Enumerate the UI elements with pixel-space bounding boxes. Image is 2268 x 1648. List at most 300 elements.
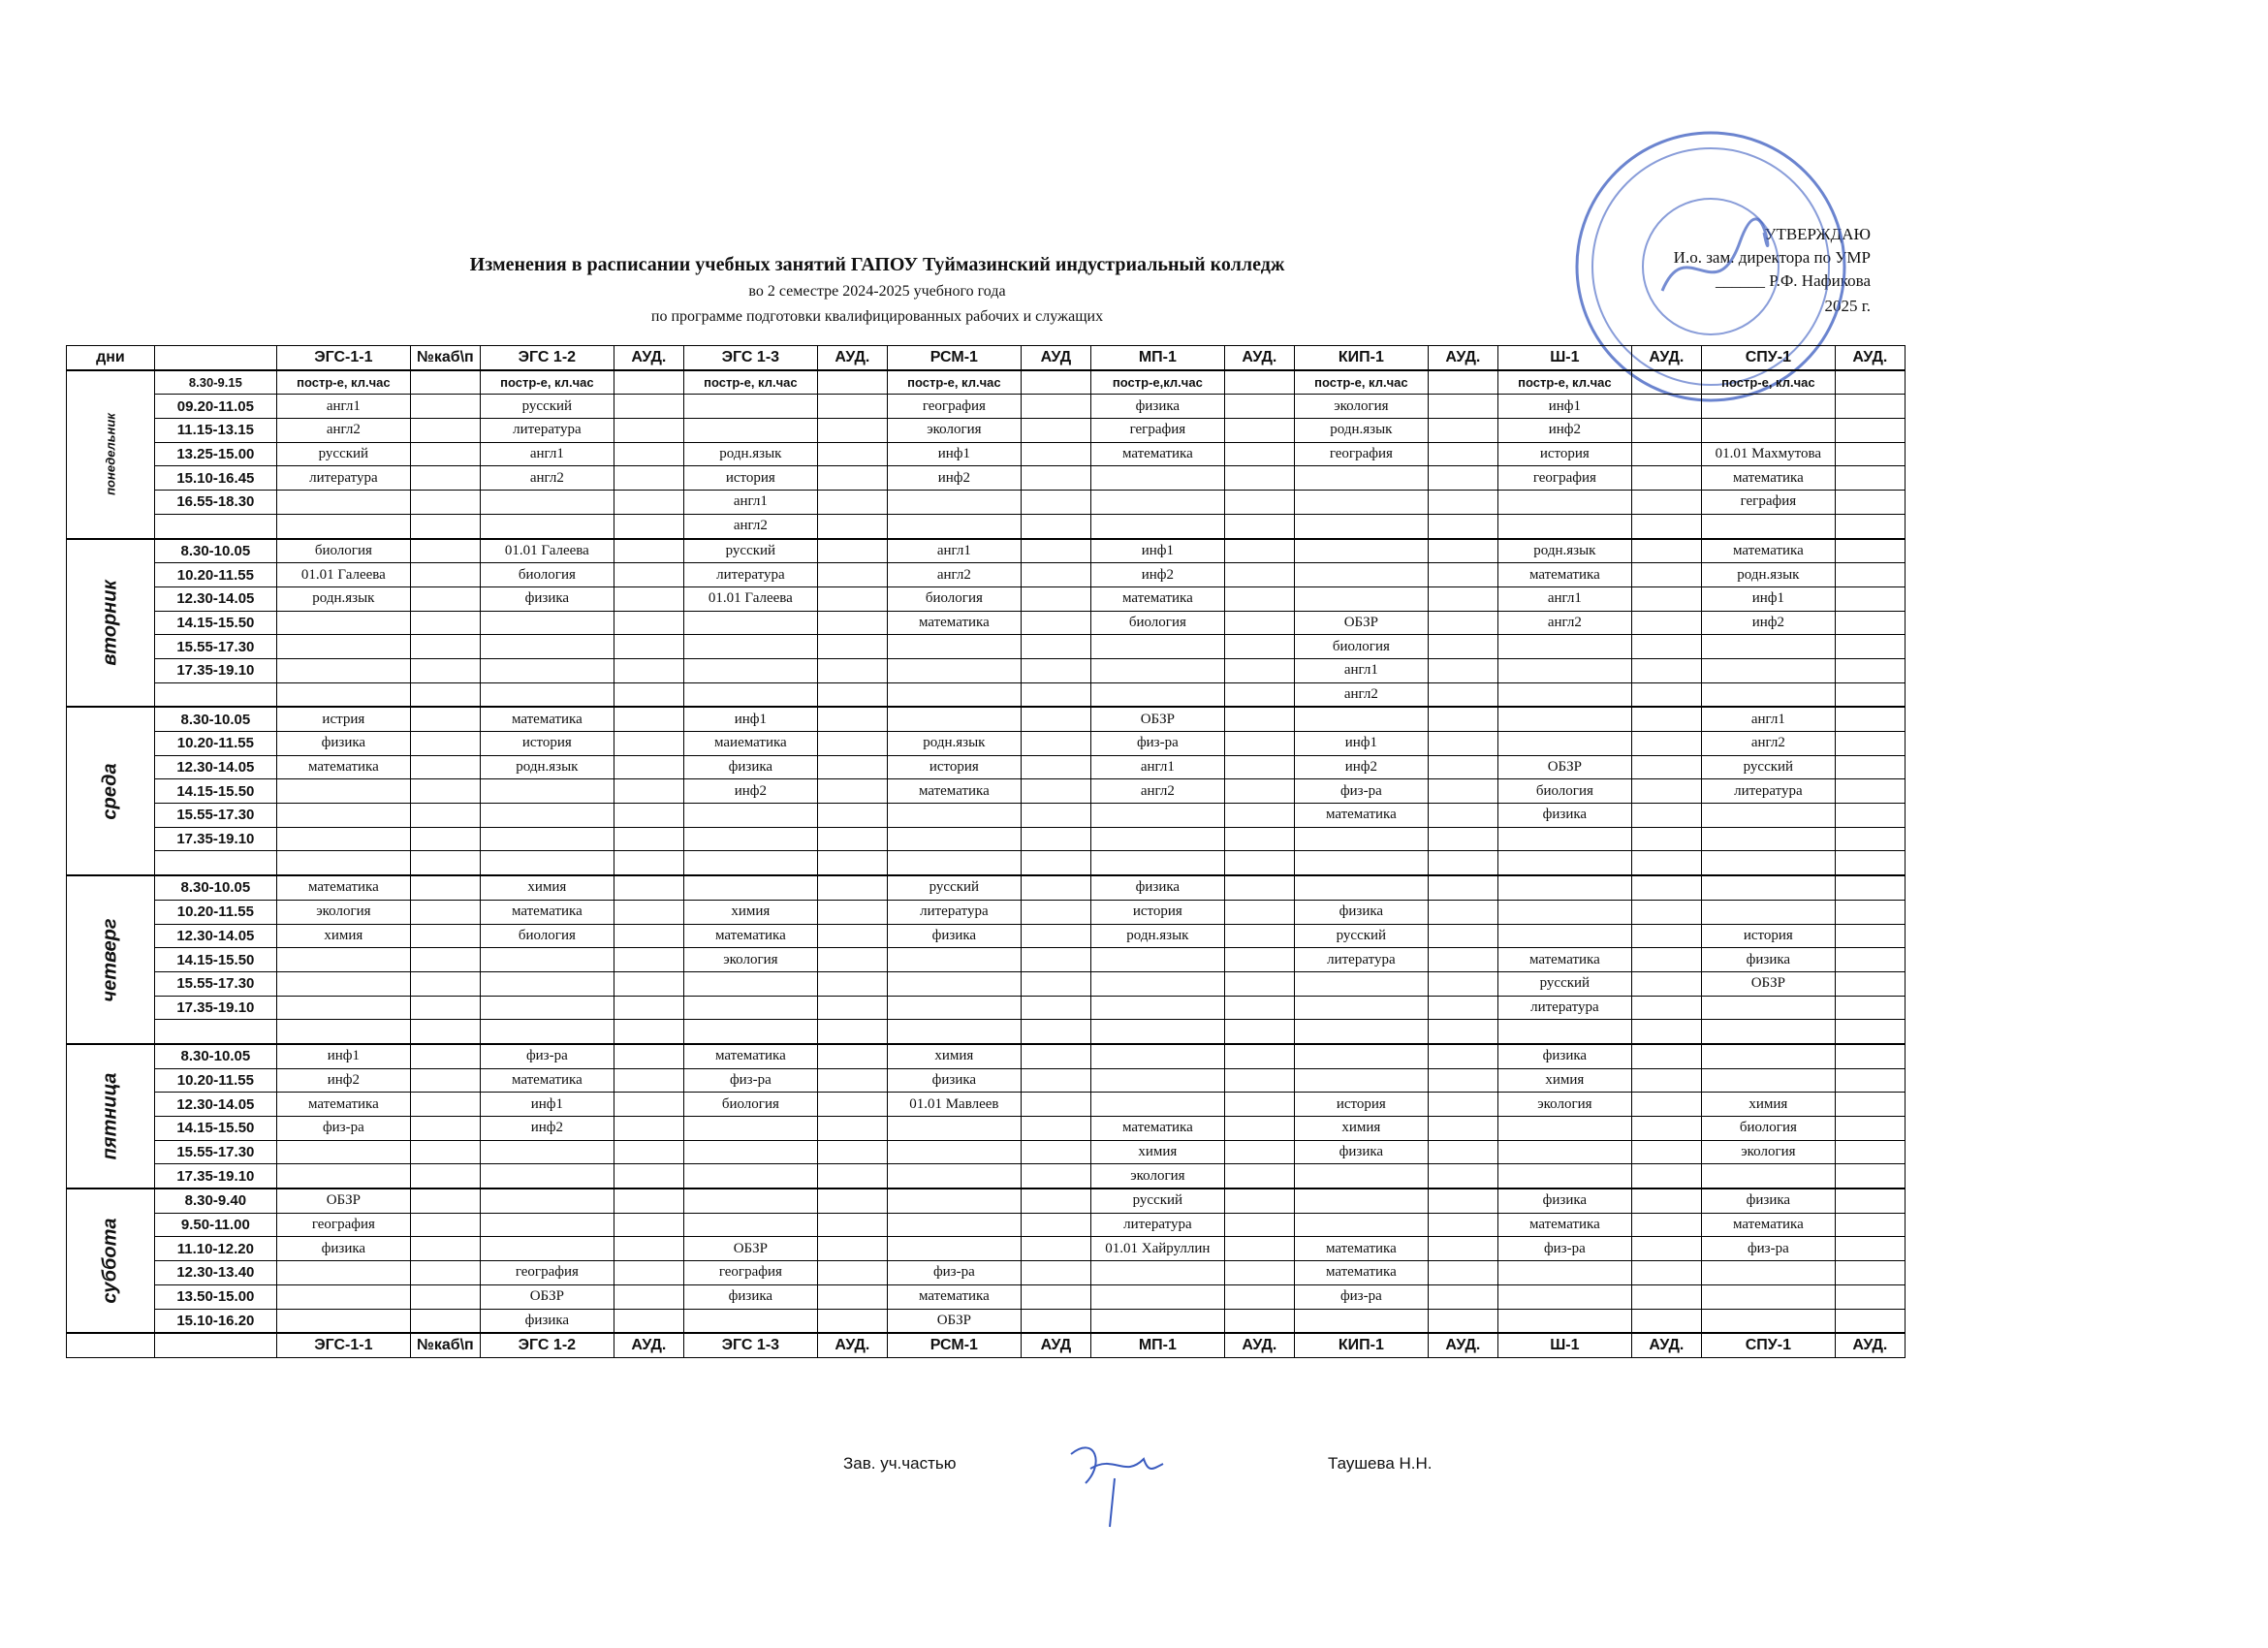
schedule-cell xyxy=(1224,996,1294,1020)
schedule-cell xyxy=(410,395,480,419)
schedule-cell xyxy=(1090,658,1224,682)
schedule-cell xyxy=(1428,900,1497,924)
schedule-cell: математика xyxy=(276,1093,410,1117)
table-row xyxy=(67,419,1906,443)
schedule-cell xyxy=(614,732,683,756)
column-footer: АУД. xyxy=(614,1333,683,1357)
schedule-cell xyxy=(1224,514,1294,538)
schedule-cell xyxy=(1021,682,1090,707)
schedule-cell: физика xyxy=(887,1068,1021,1093)
schedule-cell xyxy=(276,804,410,828)
schedule-cell: постр-е, кл.час xyxy=(276,370,410,395)
schedule-cell xyxy=(1428,563,1497,587)
schedule-cell xyxy=(1631,370,1701,395)
table-row xyxy=(67,1068,1906,1093)
schedule-cell: физ-ра xyxy=(683,1068,817,1093)
schedule-cell: химия xyxy=(1497,1068,1631,1093)
column-header: АУД. xyxy=(1835,346,1905,370)
schedule-cell xyxy=(276,1261,410,1285)
schedule-cell: математика xyxy=(1701,539,1835,563)
schedule-cell xyxy=(276,827,410,851)
schedule-cell xyxy=(410,1237,480,1261)
column-header: АУД xyxy=(1021,346,1090,370)
schedule-cell xyxy=(410,851,480,875)
column-footer: МП-1 xyxy=(1090,1333,1224,1357)
schedule-cell xyxy=(887,948,1021,972)
column-header: АУД. xyxy=(1631,346,1701,370)
schedule-cell xyxy=(817,611,887,635)
schedule-cell xyxy=(817,466,887,491)
schedule-cell xyxy=(1021,442,1090,466)
schedule-cell: постр-е,кл.час xyxy=(1090,370,1224,395)
schedule-cell xyxy=(480,996,614,1020)
schedule-cell: математика xyxy=(1090,586,1224,611)
schedule-cell xyxy=(276,851,410,875)
schedule-cell xyxy=(1428,395,1497,419)
schedule-cell xyxy=(683,1117,817,1141)
schedule-cell xyxy=(1428,491,1497,515)
schedule-cell xyxy=(1701,682,1835,707)
schedule-cell xyxy=(1497,707,1631,731)
time-cell: 11.10-12.20 xyxy=(154,1237,276,1261)
schedule-cell xyxy=(614,1261,683,1285)
schedule-cell xyxy=(1224,1261,1294,1285)
schedule-cell xyxy=(817,1237,887,1261)
schedule-cell xyxy=(1631,948,1701,972)
schedule-cell xyxy=(614,779,683,804)
schedule-cell xyxy=(1224,948,1294,972)
schedule-cell xyxy=(410,1093,480,1117)
schedule-cell xyxy=(887,682,1021,707)
schedule-cell xyxy=(1224,1140,1294,1164)
schedule-cell xyxy=(614,851,683,875)
schedule-cell xyxy=(1631,1261,1701,1285)
schedule-cell xyxy=(817,707,887,731)
schedule-cell xyxy=(480,658,614,682)
schedule-cell xyxy=(817,971,887,996)
day-label xyxy=(67,875,155,1044)
schedule-cell xyxy=(887,707,1021,731)
schedule-cell xyxy=(887,658,1021,682)
schedule-cell xyxy=(1021,875,1090,900)
schedule-cell xyxy=(276,491,410,515)
table-row xyxy=(67,779,1906,804)
schedule-cell xyxy=(1631,395,1701,419)
schedule-cell: физика xyxy=(1701,948,1835,972)
table-row xyxy=(67,491,1906,515)
schedule-cell xyxy=(1224,442,1294,466)
column-header: СПУ-1 xyxy=(1701,346,1835,370)
schedule-cell: математика xyxy=(276,755,410,779)
schedule-cell: история xyxy=(1294,1093,1428,1117)
schedule-cell: постр-е, кл.час xyxy=(1701,370,1835,395)
schedule-cell xyxy=(683,851,817,875)
schedule-cell: литература xyxy=(276,466,410,491)
column-footer: КИП-1 xyxy=(1294,1333,1428,1357)
schedule-cell xyxy=(1224,804,1294,828)
schedule-cell xyxy=(1631,1309,1701,1333)
table-row xyxy=(67,755,1906,779)
schedule-cell xyxy=(683,658,817,682)
schedule-cell: физ-ра xyxy=(1294,1284,1428,1309)
schedule-cell: химия xyxy=(683,900,817,924)
schedule-cell xyxy=(1701,1164,1835,1188)
schedule-cell: русский xyxy=(1701,755,1835,779)
table-row xyxy=(67,442,1906,466)
column-footer: ЭГС-1-1 xyxy=(276,1333,410,1357)
schedule-cell xyxy=(683,996,817,1020)
schedule-cell: физика xyxy=(1701,1188,1835,1213)
schedule-cell xyxy=(480,779,614,804)
schedule-cell xyxy=(614,611,683,635)
schedule-cell: экология xyxy=(1294,395,1428,419)
schedule-cell xyxy=(1224,851,1294,875)
schedule-cell xyxy=(614,827,683,851)
schedule-cell xyxy=(1835,635,1905,659)
schedule-cell xyxy=(614,1164,683,1188)
schedule-cell xyxy=(1835,1140,1905,1164)
schedule-cell: ОБЗР xyxy=(1497,755,1631,779)
schedule-cell xyxy=(1835,755,1905,779)
schedule-cell: англ1 xyxy=(1497,586,1631,611)
schedule-cell: англ2 xyxy=(887,563,1021,587)
schedule-cell xyxy=(614,1093,683,1117)
schedule-cell: математика xyxy=(1294,1261,1428,1285)
schedule-cell xyxy=(1631,875,1701,900)
schedule-cell xyxy=(817,1117,887,1141)
schedule-cell: англ1 xyxy=(683,491,817,515)
schedule-cell xyxy=(1631,491,1701,515)
schedule-cell xyxy=(1631,658,1701,682)
schedule-cell xyxy=(1224,586,1294,611)
schedule-cell xyxy=(1090,491,1224,515)
schedule-cell xyxy=(410,563,480,587)
schedule-cell xyxy=(410,1140,480,1164)
schedule-cell xyxy=(1497,900,1631,924)
schedule-cell xyxy=(1428,755,1497,779)
schedule-cell: англ1 xyxy=(1090,755,1224,779)
day-label xyxy=(67,370,155,539)
schedule-cell: родн.язык xyxy=(1090,924,1224,948)
schedule-cell xyxy=(410,1284,480,1309)
schedule-cell xyxy=(1090,804,1224,828)
schedule-cell xyxy=(1835,996,1905,1020)
schedule-cell xyxy=(614,1044,683,1068)
time-cell: 8.30-9.40 xyxy=(154,1188,276,1213)
schedule-cell: география xyxy=(276,1213,410,1237)
schedule-cell xyxy=(1835,1068,1905,1093)
schedule-cell: инф2 xyxy=(1294,755,1428,779)
table-row xyxy=(67,827,1906,851)
approval-name: ______ Р.Ф. Нафикова xyxy=(1716,271,1871,290)
time-cell: 09.20-11.05 xyxy=(154,395,276,419)
schedule-cell xyxy=(1224,682,1294,707)
schedule-cell xyxy=(614,1188,683,1213)
schedule-cell xyxy=(1021,851,1090,875)
schedule-cell: физ-ра xyxy=(276,1117,410,1141)
schedule-cell xyxy=(1294,851,1428,875)
schedule-cell xyxy=(276,1164,410,1188)
schedule-cell xyxy=(1631,1068,1701,1093)
schedule-cell: постр-е, кл.час xyxy=(1497,370,1631,395)
schedule-cell xyxy=(1497,635,1631,659)
schedule-cell xyxy=(1294,466,1428,491)
schedule-cell xyxy=(410,1309,480,1333)
day-label xyxy=(67,1188,155,1333)
schedule-cell xyxy=(1497,514,1631,538)
schedule-cell xyxy=(614,682,683,707)
schedule-cell xyxy=(1701,996,1835,1020)
schedule-cell xyxy=(1631,1213,1701,1237)
table-row xyxy=(67,1284,1906,1309)
schedule-cell xyxy=(410,1068,480,1093)
schedule-cell xyxy=(1224,900,1294,924)
schedule-cell xyxy=(1428,1309,1497,1333)
schedule-cell xyxy=(817,1093,887,1117)
schedule-cell xyxy=(1428,658,1497,682)
schedule-cell xyxy=(1090,851,1224,875)
schedule-cell xyxy=(817,419,887,443)
schedule-cell: физика xyxy=(1090,875,1224,900)
schedule-cell xyxy=(1631,900,1701,924)
day-name: четверг xyxy=(99,917,121,1002)
table-row xyxy=(67,1261,1906,1285)
column-header: ЭГС 1-3 xyxy=(683,346,817,370)
schedule-cell: физ-ра xyxy=(1294,779,1428,804)
schedule-cell xyxy=(1631,611,1701,635)
schedule-cell xyxy=(1701,658,1835,682)
schedule-cell xyxy=(1294,514,1428,538)
schedule-cell: математика xyxy=(1090,442,1224,466)
schedule-cell xyxy=(1224,539,1294,563)
schedule-cell xyxy=(1631,1117,1701,1141)
schedule-cell xyxy=(1631,1020,1701,1044)
schedule-cell xyxy=(1428,370,1497,395)
schedule-cell xyxy=(1835,1237,1905,1261)
schedule-cell: экология xyxy=(1497,1093,1631,1117)
schedule-cell xyxy=(683,611,817,635)
time-cell xyxy=(154,514,276,538)
schedule-cell: физика xyxy=(480,1309,614,1333)
schedule-cell: инф2 xyxy=(1497,419,1631,443)
schedule-cell: родн.язык xyxy=(1497,539,1631,563)
schedule-cell xyxy=(1090,1093,1224,1117)
schedule-cell: математика xyxy=(276,875,410,900)
schedule-cell xyxy=(683,827,817,851)
schedule-cell xyxy=(1224,1188,1294,1213)
schedule-cell xyxy=(1021,1213,1090,1237)
approval-heading: УТВЕРЖДАЮ xyxy=(1764,225,1871,243)
column-header: Ш-1 xyxy=(1497,346,1631,370)
schedule-cell xyxy=(1021,707,1090,731)
schedule-cell: ОБЗР xyxy=(887,1309,1021,1333)
schedule-cell: география xyxy=(683,1261,817,1285)
schedule-cell: экология xyxy=(1701,1140,1835,1164)
schedule-cell: инф1 xyxy=(683,707,817,731)
schedule-cell xyxy=(1090,971,1224,996)
schedule-cell xyxy=(1631,707,1701,731)
schedule-cell: химия xyxy=(480,875,614,900)
table-row xyxy=(67,1164,1906,1188)
schedule-cell xyxy=(1021,370,1090,395)
schedule-cell xyxy=(1835,924,1905,948)
time-cell: 13.25-15.00 xyxy=(154,442,276,466)
schedule-cell xyxy=(1428,611,1497,635)
document-subtitle: во 2 семестре 2024-2025 учебного года xyxy=(748,283,1006,300)
column-footer: ЭГС 1-3 xyxy=(683,1333,817,1357)
schedule-cell xyxy=(410,1261,480,1285)
table-row xyxy=(67,395,1906,419)
column-header: ЭГС-1-1 xyxy=(276,346,410,370)
schedule-cell xyxy=(1428,539,1497,563)
schedule-cell xyxy=(1497,875,1631,900)
schedule-cell: инф1 xyxy=(1294,732,1428,756)
schedule-cell: ОБЗР xyxy=(1090,707,1224,731)
schedule-cell: физика xyxy=(480,586,614,611)
schedule-cell xyxy=(817,779,887,804)
schedule-cell: инф2 xyxy=(276,1068,410,1093)
schedule-cell xyxy=(1428,466,1497,491)
table-row xyxy=(67,1188,1906,1213)
schedule-cell: химия xyxy=(1294,1117,1428,1141)
schedule-cell xyxy=(817,635,887,659)
schedule-cell xyxy=(276,1309,410,1333)
schedule-cell xyxy=(276,682,410,707)
schedule-cell: ОБЗР xyxy=(1294,611,1428,635)
schedule-cell xyxy=(1224,971,1294,996)
schedule-cell: математика xyxy=(887,779,1021,804)
schedule-cell xyxy=(683,1020,817,1044)
column-header: дни xyxy=(67,346,155,370)
schedule-cell xyxy=(1294,827,1428,851)
schedule-cell xyxy=(1497,1284,1631,1309)
schedule-cell xyxy=(1631,466,1701,491)
schedule-cell: родн.язык xyxy=(1294,419,1428,443)
schedule-cell xyxy=(1631,682,1701,707)
schedule-cell xyxy=(410,682,480,707)
schedule-cell: математика xyxy=(1497,563,1631,587)
schedule-cell: родн.язык xyxy=(683,442,817,466)
schedule-cell: русский xyxy=(887,875,1021,900)
schedule-cell xyxy=(1021,395,1090,419)
schedule-cell xyxy=(1631,996,1701,1020)
schedule-cell xyxy=(410,948,480,972)
schedule-cell xyxy=(614,491,683,515)
schedule-cell xyxy=(1835,875,1905,900)
schedule-cell: инф1 xyxy=(887,442,1021,466)
schedule-cell xyxy=(1835,827,1905,851)
schedule-cell: физ-ра xyxy=(1701,1237,1835,1261)
schedule-cell: физика xyxy=(1090,395,1224,419)
schedule-cell xyxy=(1090,635,1224,659)
schedule-cell xyxy=(1294,563,1428,587)
column-header: ЭГС 1-2 xyxy=(480,346,614,370)
schedule-cell: математика xyxy=(887,611,1021,635)
day-name: среда xyxy=(99,763,121,820)
time-cell: 15.55-17.30 xyxy=(154,1140,276,1164)
schedule-cell xyxy=(817,395,887,419)
schedule-cell: русский xyxy=(1294,924,1428,948)
schedule-cell xyxy=(1835,682,1905,707)
schedule-cell: биология xyxy=(683,1093,817,1117)
schedule-cell xyxy=(817,442,887,466)
schedule-cell xyxy=(817,924,887,948)
schedule-cell: биология xyxy=(1294,635,1428,659)
schedule-cell xyxy=(1631,442,1701,466)
schedule-cell xyxy=(1021,827,1090,851)
schedule-cell xyxy=(1497,732,1631,756)
schedule-cell xyxy=(1631,924,1701,948)
schedule-cell: биология xyxy=(1090,611,1224,635)
schedule-cell: литература xyxy=(480,419,614,443)
schedule-cell: физика xyxy=(1497,1188,1631,1213)
schedule-cell xyxy=(683,682,817,707)
schedule-cell xyxy=(1835,804,1905,828)
schedule-cell xyxy=(480,1237,614,1261)
schedule-cell xyxy=(410,635,480,659)
schedule-cell: 01.01 Махмутова xyxy=(1701,442,1835,466)
schedule-cell: ОБЗР xyxy=(276,1188,410,1213)
schedule-cell xyxy=(683,875,817,900)
schedule-cell xyxy=(1835,514,1905,538)
schedule-cell xyxy=(1021,466,1090,491)
schedule-cell: физика xyxy=(276,732,410,756)
schedule-cell: инф1 xyxy=(1090,539,1224,563)
schedule-cell xyxy=(480,514,614,538)
schedule-cell xyxy=(1835,900,1905,924)
schedule-cell xyxy=(1090,1044,1224,1068)
schedule-cell xyxy=(410,539,480,563)
schedule-cell xyxy=(683,971,817,996)
schedule-cell xyxy=(1224,1117,1294,1141)
table-row xyxy=(67,611,1906,635)
schedule-cell xyxy=(614,1284,683,1309)
schedule-cell xyxy=(1701,1284,1835,1309)
schedule-cell: англ1 xyxy=(1294,658,1428,682)
schedule-cell: история xyxy=(480,732,614,756)
schedule-cell: русский xyxy=(683,539,817,563)
schedule-cell xyxy=(1428,1188,1497,1213)
time-cell: 15.55-17.30 xyxy=(154,804,276,828)
column-header: МП-1 xyxy=(1090,346,1224,370)
table-row xyxy=(67,466,1906,491)
table-row xyxy=(67,586,1906,611)
table-row xyxy=(67,539,1906,563)
column-header: №каб\п xyxy=(410,346,480,370)
time-cell: 12.30-13.40 xyxy=(154,1261,276,1285)
schedule-cell xyxy=(887,1237,1021,1261)
time-cell: 8.30-10.05 xyxy=(154,539,276,563)
schedule-cell xyxy=(887,1164,1021,1188)
schedule-cell xyxy=(817,755,887,779)
schedule-cell: 01.01 Галеева xyxy=(480,539,614,563)
schedule-cell xyxy=(1021,1117,1090,1141)
table-row xyxy=(67,563,1906,587)
schedule-cell xyxy=(1224,707,1294,731)
schedule-cell xyxy=(1224,1044,1294,1068)
schedule-cell xyxy=(1835,851,1905,875)
time-cell: 17.35-19.10 xyxy=(154,658,276,682)
schedule-cell xyxy=(817,1284,887,1309)
time-cell: 10.20-11.55 xyxy=(154,1068,276,1093)
schedule-cell xyxy=(1631,1140,1701,1164)
schedule-cell: англ2 xyxy=(480,466,614,491)
schedule-cell: география xyxy=(1497,466,1631,491)
schedule-cell: история xyxy=(1090,900,1224,924)
column-footer: АУД. xyxy=(1835,1333,1905,1357)
column-footer: АУД. xyxy=(1224,1333,1294,1357)
schedule-cell xyxy=(1497,924,1631,948)
